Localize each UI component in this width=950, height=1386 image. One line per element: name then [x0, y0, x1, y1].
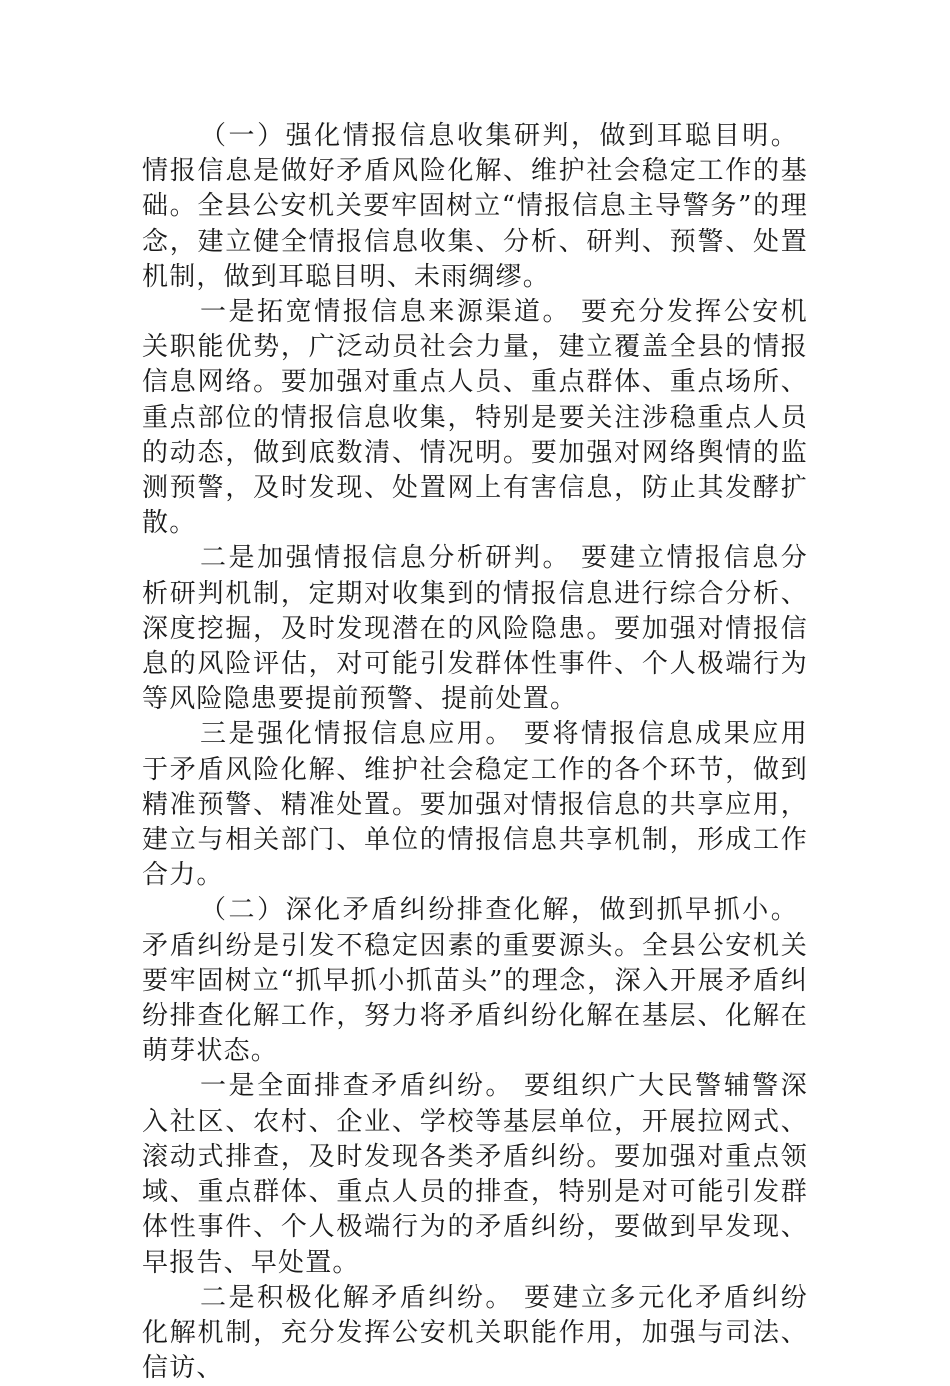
paragraph-item-2 [142, 541, 808, 717]
paragraph-item-4 [142, 1069, 808, 1280]
paragraph-text: 要建立多元化矛盾纠纷化解机制，充分发挥公安机关职能作用，加强与司法、信访、 [142, 1282, 808, 1384]
item-heading: 二是加强情报信息分析研判。 [200, 543, 572, 574]
paragraph-section-2 [142, 893, 808, 1069]
paragraph-text: 要建立情报信息分析研判机制，定期对收集到的情报信息进行综合分析、深度挖掘，及时发现潜在的风险隐患。要加强对情报信息的风险评估，对可能引发群体性事件、个人极端行为等风险隐患要提前预警、提前处置。 [142, 543, 808, 715]
paragraph-text: 要充分发挥公安机关职能优势，广泛动员社会力量，建立覆盖全县的情报信息网络。要加强对重点人员、重点群体、重点场所、重点部位的情报信息收集，特别是要关注涉稳重点人员的动态，做到底数清、情况明。要加强对网络舆情的监测预警，及时发现、处置网上有害信息，防止其发酵扩散。 [142, 297, 808, 539]
section-heading: （二）深化矛盾纠纷排查化解，做到抓早抓小。 [200, 895, 798, 926]
paragraph-item-5 [142, 1281, 808, 1386]
paragraph-text: 要将情报信息成果应用于矛盾风险化解、维护社会稳定工作的各个环节，做到精准预警、精准处置。要加强对情报信息的共享应用，建立与相关部门、单位的情报信息共享机制，形成工作合力。 [142, 719, 808, 891]
paragraph-item-1 [142, 295, 808, 541]
item-heading: 一是拓宽情报信息来源渠道。 [200, 297, 572, 328]
item-heading: 一是全面排查矛盾纠纷。 [200, 1071, 514, 1102]
paragraph-item-3 [142, 717, 808, 893]
item-heading: 三是强化情报信息应用。 [200, 719, 514, 750]
item-heading: 二是积极化解矛盾纠纷。 [200, 1282, 514, 1313]
paragraph-section-1 [142, 119, 808, 295]
document-body [142, 119, 808, 1386]
section-heading: （一）强化情报信息收集研判，做到耳聪目明。 [200, 121, 798, 151]
paragraph-text: 矛盾纠纷是引发不稳定因素的重要源头。全县公安机关要牢固树立“抓早抓小抓苗头”的理念，深入开展矛盾纠纷排查化解工作，努力将矛盾纠纷化解在基层、化解在萌芽状态。 [142, 930, 808, 1067]
paragraph-text: 要组织广大民警辅警深入社区、农村、企业、学校等基层单位，开展拉网式、滚动式排查，及时发现各类矛盾纠纷。要加强对重点领域、重点群体、重点人员的排查，特别是对可能引发群体性事件、个人极端行为的矛盾纠纷，要做到早发现、早报告、早处置。 [142, 1071, 808, 1278]
paragraph-text: 情报信息是做好矛盾风险化解、维护社会稳定工作的基础。全县公安机关要牢固树立“情报信息主导警务”的理念，建立健全情报信息收集、分析、研判、预警、处置机制，做到耳聪目明、未雨绸缪。 [142, 156, 808, 292]
